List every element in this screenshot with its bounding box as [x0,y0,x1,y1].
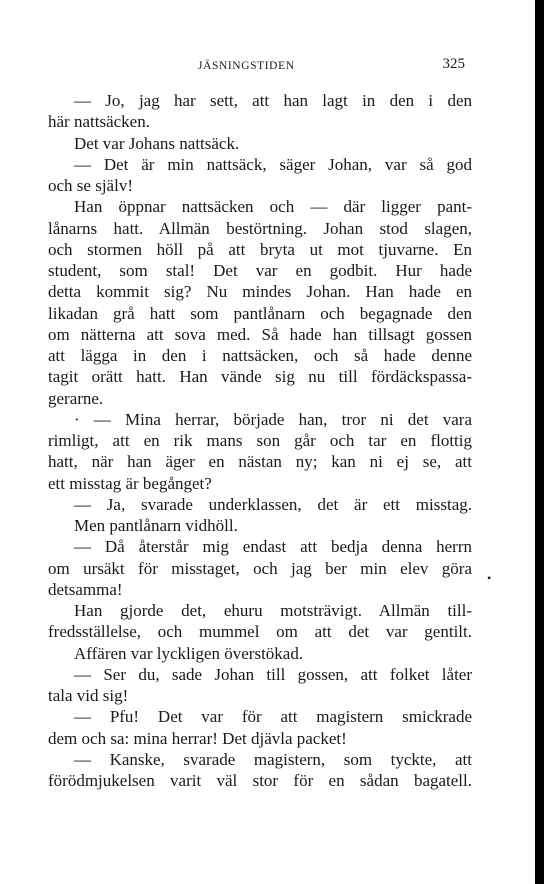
text-line: gerarne. [48,388,104,408]
text-line: Det var Johans nattsäck. [74,133,240,153]
text-line: student, som stal! Det var en godbit. Hur hade [48,261,472,280]
text-line: om ursäkt för misstaget, och jag ber min elev göra [48,558,472,578]
text-line: — Det är min nattsäck, säger Johan, var så god [74,154,472,174]
text-line: — Då återstår mig endast att bedja denna herrn [74,537,472,557]
text-line: Affären var lyckligen överstökad. [74,643,304,663]
text-line: fredsställelse, och mummel om att det var gentilt. [48,622,472,642]
body-text [48,90,472,791]
text-line: tala vid sig! [48,686,129,705]
text-line: ett misstag är begånget? [48,473,212,493]
text-line: Han gjorde det, ehuru motsträvigt. Allmän till- [74,601,472,620]
text-line: om nätterna att sova med. Så hade han tillsagt gossen [48,324,472,344]
text-line: likadan grå hatt som pantlånarn och begagnade den [48,303,472,323]
text-line: — Jo, jag har sett, att han lagt in den i den [74,91,472,110]
text-line: detta kommit sig? Nu mindes Johan. Han hade en [48,282,472,302]
text-line: — Kanske, svarade magistern, som tyckte, att [74,749,472,769]
text-line: hatt, när han äger en nästan ny; kan ni ej se, att [48,452,472,472]
page-number: 325 [442,56,465,72]
text-line: Men pantlånarn vidhöll. [74,516,238,535]
text-line: — Ser du, sade Johan till gossen, att folket låter [74,664,472,684]
text-line: och stormen höll på att bryta ut mot tjuvarne. En [48,239,472,259]
text-line: förödmjukelsen varit väl stor för en sådan bagatell. [48,771,472,790]
text-line: — Pfu! Det var för att magistern smickrade [74,707,472,727]
text-line: lånarns hatt. Allmän bestörtning. Johan stod slagen, [48,218,472,238]
scan-edge-border [535,0,544,884]
text-line: att lägga in den i nattsäcken, och så hade denne [48,346,472,365]
page-header [48,56,473,76]
text-line: och se själv! [48,176,133,195]
text-line: tagit orätt hatt. Han vände sig nu till fördäckspassa- [48,367,472,387]
text-line: dem och sa: mina herrar! Det djävla packet! [48,728,347,748]
text-line: — Ja, svarade underklassen, det är ett misstag. [74,494,472,514]
text-line: · — Mina herrar, började han, tror ni det vara [74,409,472,429]
text-line: här nattsäcken. [48,112,150,132]
running-head: JÄSNINGSTIDEN [198,60,295,72]
margin-mark: • [487,571,492,585]
text-line: detsamma! [48,579,123,599]
text-line: Han öppnar nattsäcken och — där ligger pant- [74,197,472,217]
text-line: rimligt, att en rik mans son går och tar en flottig [48,431,472,450]
